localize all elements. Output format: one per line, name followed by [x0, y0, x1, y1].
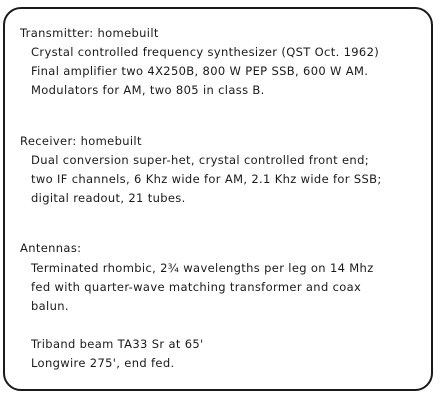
- antennas-line-1: Terminated rhombic, 2¾ wavelengths per leg on 14 Mhz: [31, 261, 374, 275]
- antennas-line-5: Longwire 275', end fed.: [31, 356, 175, 370]
- receiver-heading: Receiver: homebuilt: [20, 134, 142, 148]
- antennas-line-4: Triband beam TA33 Sr at 65': [31, 337, 204, 351]
- transmitter-line-2: Final amplifier two 4X250B, 800 W PEP SSB, 600 W AM.: [31, 64, 369, 78]
- antennas-line-2: fed with quarter-wave matching transformer and coax: [31, 280, 362, 294]
- transmitter-line-3: Modulators for AM, two 805 in class B.: [31, 83, 265, 97]
- transmitter-heading: Transmitter: homebuilt: [20, 26, 159, 40]
- receiver-line-2: two IF channels, 6 Khz wide for AM, 2.1 Khz wide for SSB;: [31, 172, 382, 186]
- receiver-line-1: Dual conversion super-het, crystal controlled front end;: [31, 153, 369, 167]
- antennas-line-3: balun.: [31, 299, 69, 313]
- transmitter-line-1: Crystal controlled frequency synthesizer (QST Oct. 1962): [31, 45, 380, 59]
- receiver-line-3: digital readout, 21 tubes.: [31, 191, 186, 205]
- antennas-heading: Antennas:: [20, 241, 82, 255]
